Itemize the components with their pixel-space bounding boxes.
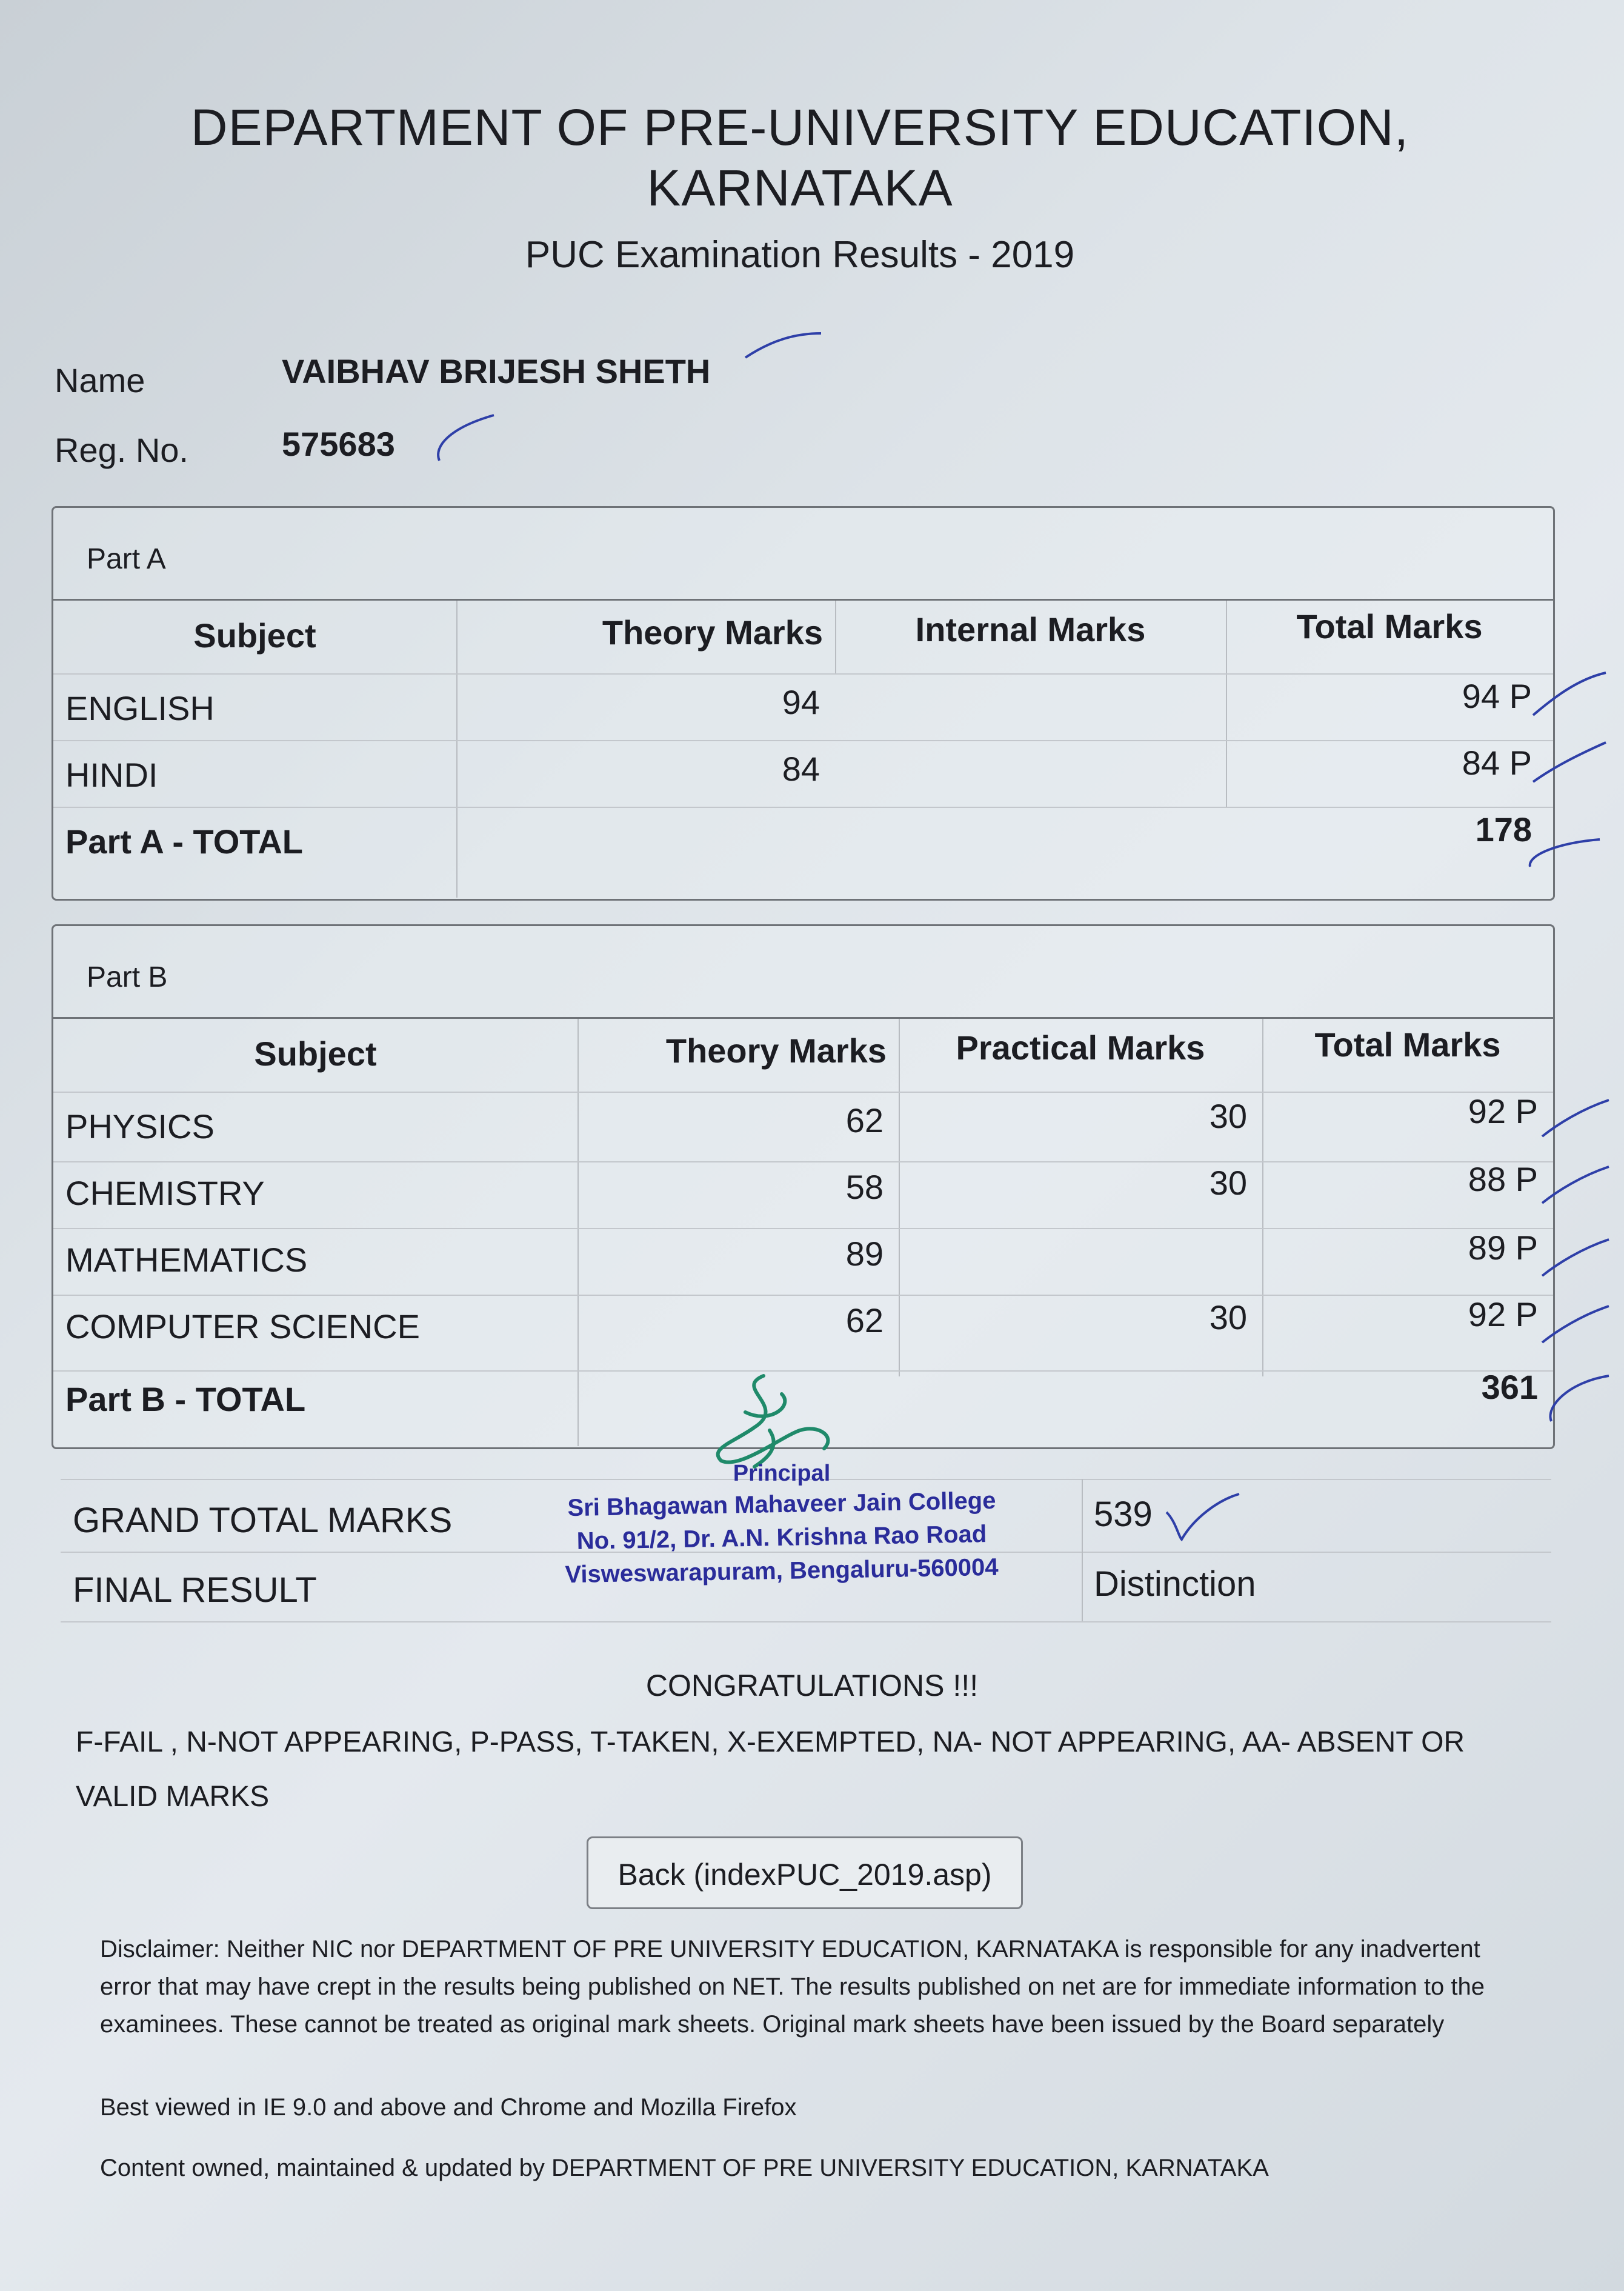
- part-b-header-practical: Practical Marks: [956, 1029, 1205, 1067]
- part-b-header-theory: Theory Marks: [665, 1032, 887, 1070]
- subject-mathematics: MATHEMATICS: [65, 1241, 308, 1279]
- part-b-header-total: Total Marks: [1314, 1025, 1501, 1064]
- name-label: Name: [55, 361, 145, 399]
- tick-mark-icon: [1539, 1303, 1612, 1346]
- tick-mark-icon: [1163, 1488, 1242, 1542]
- part-a-header-theory: Theory Marks: [602, 613, 823, 652]
- subject-chemistry: CHEMISTRY: [65, 1174, 265, 1212]
- back-button[interactable]: Back (indexPUC_2019.asp): [587, 1836, 1023, 1909]
- page-title: [121, 97, 1479, 218]
- practical-physics: 30: [1209, 1097, 1247, 1135]
- total-mathematics: 89 P: [1468, 1229, 1538, 1267]
- part-a-total-label: Part A - TOTAL: [65, 822, 303, 861]
- tick-mark-icon: [1524, 830, 1603, 873]
- part-a-table: [53, 601, 1553, 898]
- tick-mark-icon: [1539, 1370, 1612, 1424]
- title-line-1: DEPARTMENT OF PRE-UNIVERSITY EDUCATION,: [190, 99, 1409, 156]
- grand-total-label: GRAND TOTAL MARKS: [73, 1501, 453, 1540]
- subject-physics: PHYSICS: [65, 1107, 215, 1146]
- part-a-header-internal: Internal Marks: [915, 610, 1146, 649]
- practical-chemistry: 30: [1209, 1164, 1247, 1202]
- stamp-line-3: Visweswarapuram, Bengaluru-560004: [565, 1553, 999, 1589]
- signature-icon: [697, 1370, 854, 1473]
- reg-label: Reg. No.: [55, 431, 188, 469]
- title-line-2: KARNATAKA: [647, 159, 953, 216]
- part-a-title: Part A: [53, 508, 1553, 601]
- tick-mark-icon: [742, 327, 827, 364]
- tick-mark-icon: [1539, 1164, 1612, 1206]
- part-b-total-label: Part B - TOTAL: [65, 1380, 306, 1418]
- part-a-header-subject: Subject: [193, 616, 316, 655]
- result-legend: F-FAIL , N-NOT APPEARING, P-PASS, T-TAKEN, X-EXEMPTED, NA- NOT APPEARING, AA- ABSENT OR VALID MARKS: [76, 1726, 1465, 1813]
- total-hindi: 84 P: [1462, 744, 1532, 782]
- total-computer-science: 92 P: [1468, 1295, 1538, 1333]
- tick-mark-icon: [1530, 739, 1609, 788]
- principal-stamp: [533, 1370, 1030, 1600]
- part-a-panel: [52, 506, 1555, 901]
- practical-computer-science: 30: [1209, 1298, 1247, 1336]
- part-b-header-subject: Subject: [254, 1035, 377, 1073]
- reg-number: 575683: [282, 425, 395, 463]
- theory-chemistry: 58: [845, 1168, 884, 1206]
- stamp-line-2: No. 91/2, Dr. A.N. Krishna Rao Road: [576, 1521, 987, 1555]
- subject-hindi: HINDI: [65, 756, 158, 794]
- tick-mark-icon: [1530, 667, 1609, 721]
- theory-mathematics: 89: [845, 1235, 884, 1273]
- part-b-title: Part B: [53, 926, 1553, 1019]
- total-physics: 92 P: [1468, 1092, 1538, 1130]
- final-result-label: FINAL RESULT: [73, 1570, 317, 1610]
- congratulations-text: CONGRATULATIONS !!!: [645, 1669, 979, 1702]
- stamp-line-0: Principal: [733, 1461, 831, 1486]
- student-name: VAIBHAV BRIJESH SHETH: [282, 352, 711, 390]
- theory-hindi: 84: [782, 750, 820, 788]
- part-a-header-total: Total Marks: [1296, 607, 1483, 645]
- stamp-line-1: Sri Bhagawan Mahaveer Jain College: [567, 1487, 996, 1522]
- theory-computer-science: 62: [845, 1301, 884, 1339]
- subject-english: ENGLISH: [65, 689, 215, 727]
- part-b-total-value: 361: [1481, 1368, 1538, 1406]
- tick-mark-icon: [427, 409, 500, 464]
- theory-physics: 62: [845, 1101, 884, 1139]
- disclaimer-text: Disclaimer: Neither NIC nor DEPARTMENT OF PRE UNIVERSITY EDUCATION, KARNATAKA is responsible for any inadvertent error that may have crept in the results being published on NET. The results published on net are for immediate information to the examinees. These cannot be treated as original mark sheets. Original mark sheets have been issued by the Board separately: [100, 1936, 1485, 2038]
- total-chemistry: 88 P: [1468, 1160, 1538, 1198]
- page-subtitle: PUC Examination Results - 2019: [525, 234, 1075, 276]
- owner-note: Content owned, maintained & updated by DEPARTMENT OF PRE UNIVERSITY EDUCATION, KARNATAKA: [100, 2155, 1269, 2181]
- tick-mark-icon: [1539, 1236, 1612, 1279]
- tick-mark-icon: [1539, 1097, 1612, 1139]
- subject-computer-science: COMPUTER SCIENCE: [65, 1307, 420, 1346]
- final-result-value: Distinction: [1094, 1564, 1256, 1604]
- browser-note: Best viewed in IE 9.0 and above and Chrome and Mozilla Firefox: [100, 2094, 797, 2121]
- theory-english: 94: [782, 683, 820, 721]
- part-a-total-value: 178: [1475, 810, 1532, 849]
- total-english: 94 P: [1462, 677, 1532, 715]
- grand-total-value: 539: [1094, 1495, 1153, 1534]
